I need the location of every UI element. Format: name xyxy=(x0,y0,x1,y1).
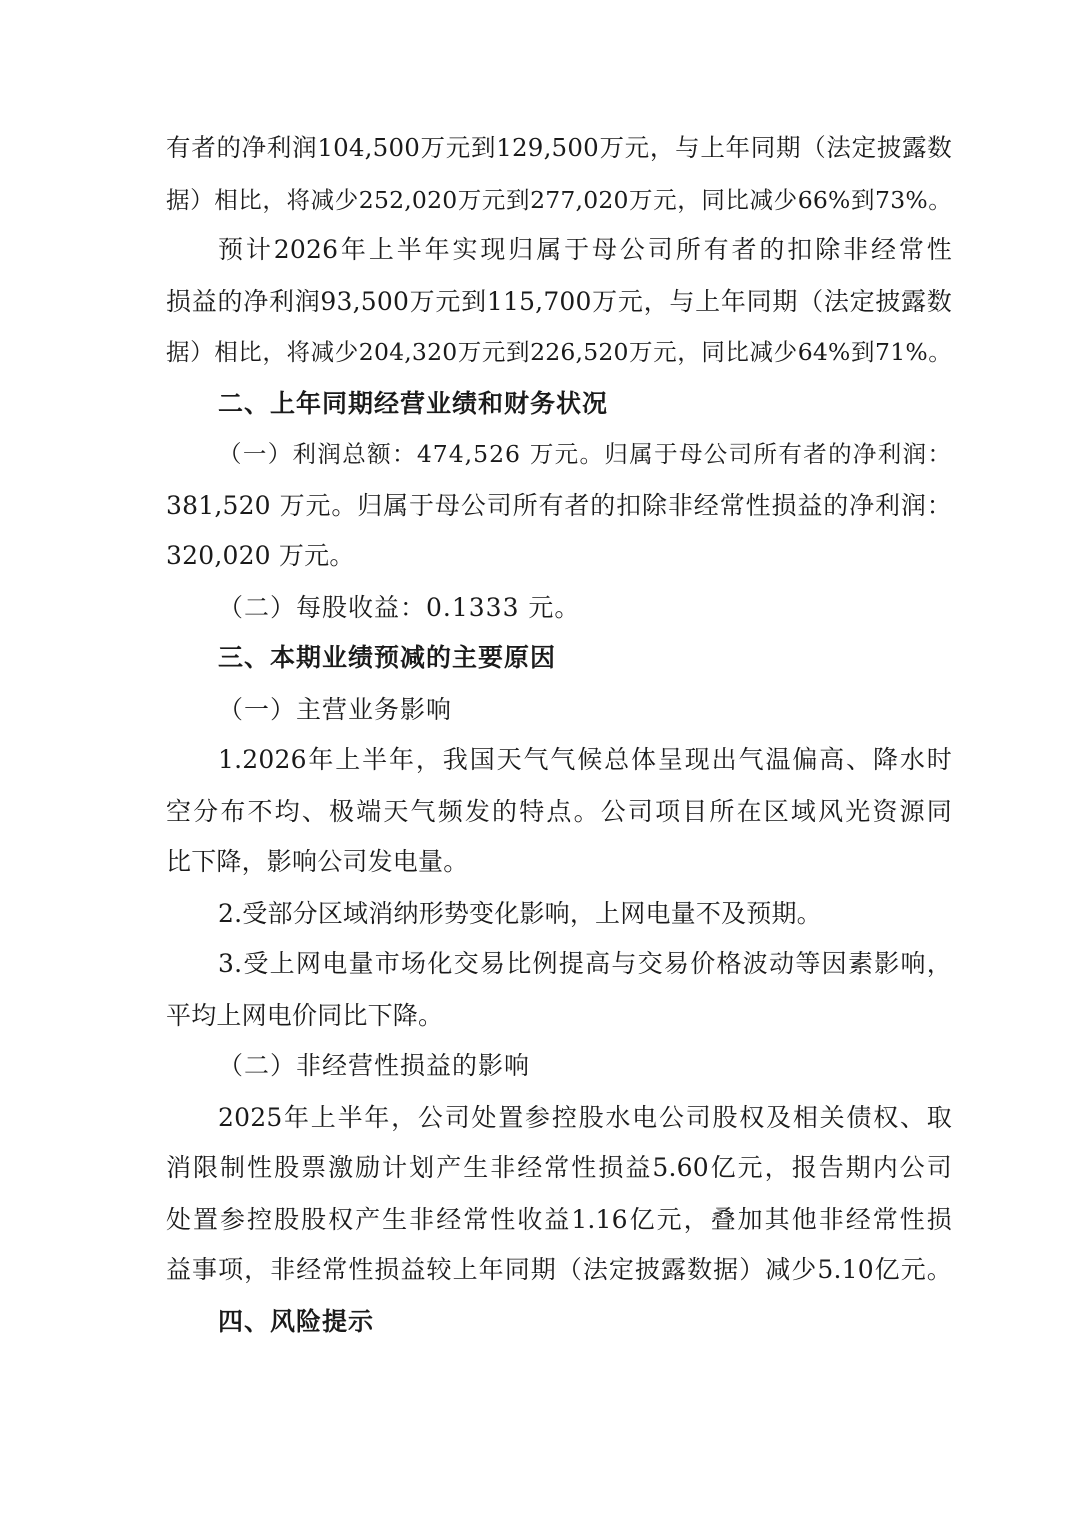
paragraph-line: 据）相比，将减少252,020万元到277,020万元，同比减少66%到73%。 xyxy=(166,186,952,214)
subsection-heading: （二）非经营性损益的影响 xyxy=(218,1051,531,1080)
paragraph-line: 据）相比，将减少204,320万元到226,520万元，同比减少64%到71%。 xyxy=(166,338,952,366)
section-heading: 四、风险提示 xyxy=(218,1307,375,1336)
paragraph-line: 381,520 万元。归属于母公司所有者的扣除非经常性损益的净利润： xyxy=(166,491,952,520)
paragraph-line: 3.受上网电量市场化交易比例提高与交易价格波动等因素影响， xyxy=(218,949,952,978)
paragraph-line: 320,020 万元。 xyxy=(166,541,355,570)
paragraph-line: （二）每股收益：0.1333 元。 xyxy=(218,593,581,622)
subsection-heading: （一）主营业务影响 xyxy=(218,695,453,724)
paragraph-line: 预计2026年上半年实现归属于母公司所有者的扣除非经常性 xyxy=(218,235,952,264)
paragraph-line: 空分布不均、极端天气频发的特点。公司项目所在区域风光资源同 xyxy=(166,797,952,826)
paragraph-line: 消限制性股票激励计划产生非经常性损益5.60亿元，报告期内公司 xyxy=(166,1153,952,1182)
paragraph-line: 2025年上半年，公司处置参控股水电公司股权及相关债权、取 xyxy=(218,1103,952,1132)
paragraph-line: 益事项，非经常性损益较上年同期（法定披露数据）减少5.10亿元。 xyxy=(166,1255,952,1284)
paragraph-line: 处置参控股股权产生非经常性收益1.16亿元，叠加其他非经常性损 xyxy=(166,1205,952,1234)
paragraph-line: 损益的净利润93,500万元到115,700万元，与上年同期（法定披露数 xyxy=(166,287,952,316)
paragraph-line: 1.2026年上半年，我国天气气候总体呈现出气温偏高、降水时 xyxy=(218,745,952,774)
paragraph-line: 有者的净利润104,500万元到129,500万元，与上年同期（法定披露数 xyxy=(166,133,952,162)
paragraph-line: （一）利润总额：474,526 万元。归属于母公司所有者的净利润： xyxy=(218,440,952,468)
section-heading: 二、上年同期经营业绩和财务状况 xyxy=(218,389,609,418)
paragraph-line: 平均上网电价同比下降。 xyxy=(166,1001,444,1030)
paragraph-line: 比下降，影响公司发电量。 xyxy=(166,847,469,876)
section-heading: 三、本期业绩预减的主要原因 xyxy=(218,643,557,672)
paragraph-line: 2.受部分区域消纳形势变化影响，上网电量不及预期。 xyxy=(218,899,822,928)
